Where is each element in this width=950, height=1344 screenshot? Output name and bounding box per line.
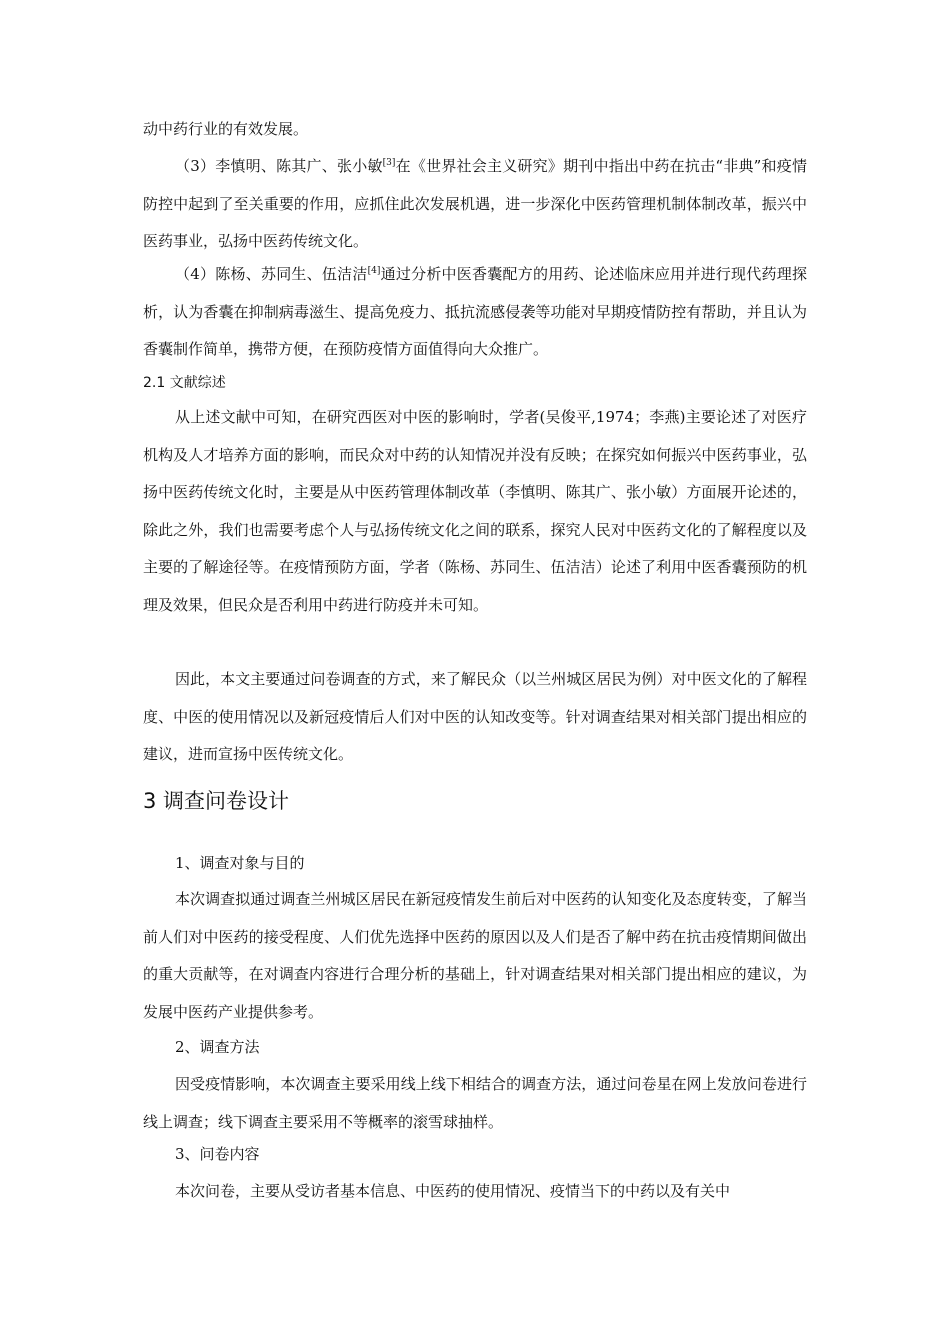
paragraph-literature-review: 从上述文献中可知，在研究西医对中医的影响时，学者(吴俊平,1974；李燕)主要论述了对医疗机构及人才培养方面的影响，而民众对中药的认知情况并没有反映；在探究如何振兴中医药事业，弘扬中医药传统文化时，主要是从中医药管理体制改革（李慎明、陈其广、张小敏）方面展开论述的，除此之外，我们也需要考虑个人与弘扬传统文化之间的联系，探究人民对中医药文化的了解程度以及主要的了解途径等。在疫情预防方面，学者（陈杨、苏同生、伍洁洁）论述了利用中医香囊预防的机理及效果，但民众是否利用中药进行防疫并未可知。 <box>143 408 807 614</box>
subheading-questionnaire-content: 3、问卷内容 <box>175 1145 260 1163</box>
paragraph-continuation: 动中药行业的有效发展。 <box>143 120 309 138</box>
subheading-survey-method: 2、调查方法 <box>175 1038 260 1056</box>
ref4-authors: （4）陈杨、苏同生、伍洁洁 <box>175 265 368 283</box>
citation-4: [4] <box>367 266 381 276</box>
section-heading-2-1: 2.1 文献综述 <box>143 375 226 391</box>
chapter-heading-3: 3 调查问卷设计 <box>143 789 290 813</box>
paragraph-questionnaire-content: 本次问卷，主要从受访者基本信息、中医药的使用情况、疫情当下的中药以及有关中 <box>175 1182 731 1200</box>
ref4-text: 通过分析中医香囊配方的用药、论述临床应用并进行现代药理探析，认为香囊在抑制病毒滋生、提高免疫力、抵抗流感侵袭等功能对早期疫情防控有帮助，并且认为香囊制作简单，携带方便，在预防疫情方面值得向大众推广。 <box>143 265 807 358</box>
ref3-text: 在《世界社会主义研究》期刊中指出中药在抗击“非典”和疫情防控中起到了至关重要的作用，应抓住此次发展机遇，进一步深化中医药管理机制体制改革，振兴中医药事业，弘扬中医药传统文化。 <box>143 157 808 250</box>
paragraph-ref-4 <box>143 256 807 369</box>
paragraph-ref-3 <box>143 148 807 261</box>
citation-3: [3] <box>382 158 396 168</box>
paragraph-summary: 因此，本文主要通过问卷调查的方式，来了解民众（以兰州城区居民为例）对中医文化的了解程度、中医的使用情况以及新冠疫情后人们对中医的认知改变等。针对调查结果对相关部门提出相应的建议，进而宣扬中医传统文化。 <box>143 670 807 763</box>
ref3-authors: （3）李慎明、陈其广、张小敏 <box>175 157 383 175</box>
paragraph-survey-target: 本次调查拟通过调查兰州城区居民在新冠疫情发生前后对中医药的认知变化及态度转变，了解当前人们对中医药的接受程度、人们优先选择中医药的原因以及人们是否了解中药在抗击疫情期间做出的重大贡献等，在对调查内容进行合理分析的基础上，针对调查结果对相关部门提出相应的建议，为发展中医药产业提供参考。 <box>143 890 807 1021</box>
subheading-survey-target: 1、调查对象与目的 <box>175 854 305 872</box>
paragraph-survey-method: 因受疫情影响，本次调查主要采用线上线下相结合的调查方法，通过问卷星在网上发放问卷进行线上调查；线下调查主要采用不等概率的滚雪球抽样。 <box>143 1075 807 1131</box>
